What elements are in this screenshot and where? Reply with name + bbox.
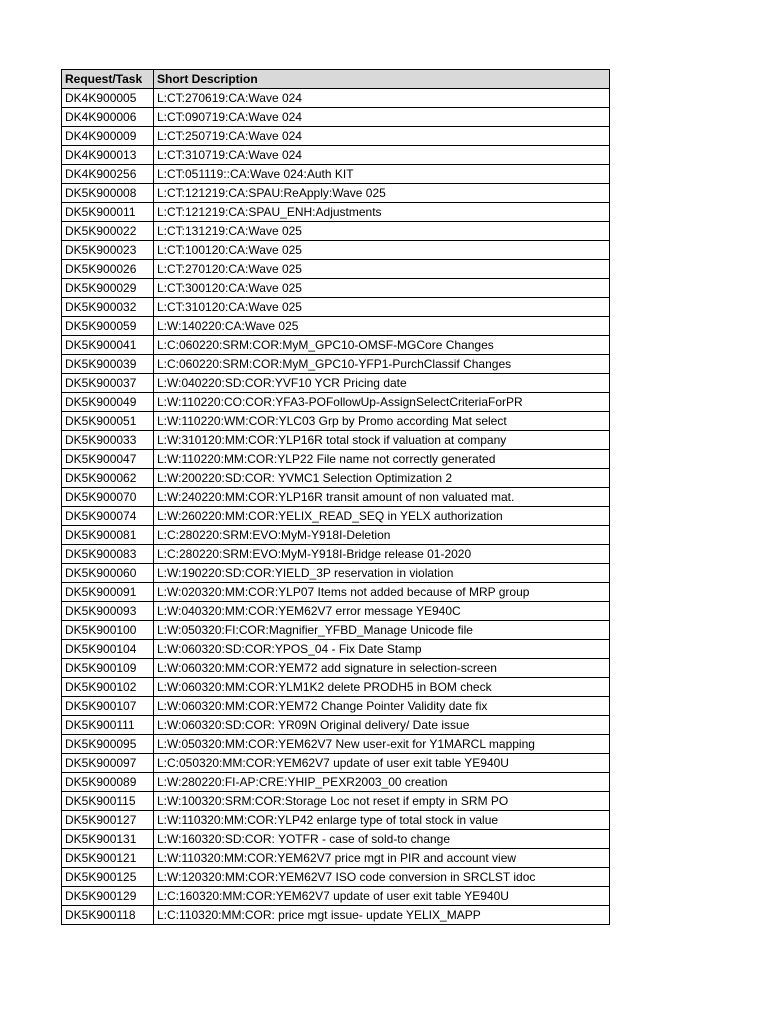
short-description-cell: L:CT:300120:CA:Wave 025 [154, 279, 610, 298]
short-description-cell: L:W:140220:CA:Wave 025 [154, 317, 610, 336]
request-task-cell: DK5K900011 [62, 203, 154, 222]
request-task-cell: DK5K900121 [62, 849, 154, 868]
short-description-cell: L:W:110220:MM:COR:YLP22 File name not correctly generated [154, 450, 610, 469]
table-row [62, 697, 610, 716]
table-row [62, 279, 610, 298]
table-row [62, 830, 610, 849]
table-row [62, 868, 610, 887]
short-description-cell: L:C:060220:SRM:COR:MyM_GPC10-OMSF-MGCore Changes [154, 336, 610, 355]
table-row [62, 640, 610, 659]
request-task-cell: DK5K900059 [62, 317, 154, 336]
short-description-cell: L:W:060320:SD:COR: YR09N Original delivery/ Date issue [154, 716, 610, 735]
request-task-cell: DK5K900129 [62, 887, 154, 906]
table-row [62, 906, 610, 925]
table-row [62, 564, 610, 583]
table-body [62, 89, 610, 925]
request-task-cell: DK5K900115 [62, 792, 154, 811]
request-task-cell: DK4K900256 [62, 165, 154, 184]
short-description-cell: L:W:060320:MM:COR:YLM1K2 delete PRODH5 in BOM check [154, 678, 610, 697]
request-task-cell: DK5K900109 [62, 659, 154, 678]
table-row [62, 678, 610, 697]
request-task-cell: DK5K900070 [62, 488, 154, 507]
table-row [62, 773, 610, 792]
short-description-cell: L:W:280220:FI-AP:CRE:YHIP_PEXR2003_00 creation [154, 773, 610, 792]
table-row [62, 260, 610, 279]
short-description-cell: L:CT:310719:CA:Wave 024 [154, 146, 610, 165]
table-row [62, 849, 610, 868]
short-description-cell: L:CT:270619:CA:Wave 024 [154, 89, 610, 108]
table-row [62, 355, 610, 374]
transport-request-sheet [61, 69, 609, 925]
short-description-cell: L:W:100320:SRM:COR:Storage Loc not reset if empty in SRM PO [154, 792, 610, 811]
header-request-task: Request/Task [62, 70, 154, 89]
short-description-cell: L:C:050320:MM:COR:YEM62V7 update of user exit table YE940U [154, 754, 610, 773]
table-row [62, 450, 610, 469]
request-task-cell: DK5K900125 [62, 868, 154, 887]
request-task-cell: DK5K900104 [62, 640, 154, 659]
short-description-cell: L:CT:250719:CA:Wave 024 [154, 127, 610, 146]
request-task-cell: DK5K900107 [62, 697, 154, 716]
table-row [62, 222, 610, 241]
request-task-cell: DK5K900111 [62, 716, 154, 735]
request-task-cell: DK5K900037 [62, 374, 154, 393]
request-task-cell: DK5K900127 [62, 811, 154, 830]
table-row [62, 735, 610, 754]
table-row [62, 792, 610, 811]
request-task-cell: DK5K900033 [62, 431, 154, 450]
table-row [62, 241, 610, 260]
short-description-cell: L:W:110320:MM:COR:YEM62V7 price mgt in PIR and account view [154, 849, 610, 868]
short-description-cell: L:CT:121219:CA:SPAU:ReApply:Wave 025 [154, 184, 610, 203]
short-description-cell: L:C:280220:SRM:EVO:MyM-Y918I-Bridge release 01-2020 [154, 545, 610, 564]
request-task-cell: DK4K900006 [62, 108, 154, 127]
table-row [62, 393, 610, 412]
table-row [62, 659, 610, 678]
table-row [62, 469, 610, 488]
table-row [62, 317, 610, 336]
request-task-cell: DK5K900026 [62, 260, 154, 279]
short-description-cell: L:W:310120:MM:COR:YLP16R total stock if valuation at company [154, 431, 610, 450]
table-row [62, 716, 610, 735]
short-description-cell: L:W:240220:MM:COR:YLP16R transit amount of non valuated mat. [154, 488, 610, 507]
short-description-cell: L:W:060320:MM:COR:YEM72 Change Pointer Validity date fix [154, 697, 610, 716]
table-row [62, 108, 610, 127]
request-task-cell: DK5K900041 [62, 336, 154, 355]
request-task-cell: DK5K900032 [62, 298, 154, 317]
short-description-cell: L:W:040320:MM:COR:YEM62V7 error message YE940C [154, 602, 610, 621]
table-row [62, 526, 610, 545]
short-description-cell: L:W:060320:SD:COR:YPOS_04 - Fix Date Stamp [154, 640, 610, 659]
short-description-cell: L:C:060220:SRM:COR:MyM_GPC10-YFP1-PurchClassif Changes [154, 355, 610, 374]
request-task-cell: DK5K900097 [62, 754, 154, 773]
short-description-cell: L:W:200220:SD:COR: YVMC1 Selection Optimization 2 [154, 469, 610, 488]
request-task-cell: DK5K900083 [62, 545, 154, 564]
table-row [62, 298, 610, 317]
table-row [62, 602, 610, 621]
short-description-cell: L:W:260220:MM:COR:YELIX_READ_SEQ in YELX authorization [154, 507, 610, 526]
table-row [62, 89, 610, 108]
table-row [62, 146, 610, 165]
request-task-cell: DK5K900074 [62, 507, 154, 526]
short-description-cell: L:CT:090719:CA:Wave 024 [154, 108, 610, 127]
header-short-description: Short Description [154, 70, 610, 89]
short-description-cell: L:C:160320:MM:COR:YEM62V7 update of user exit table YE940U [154, 887, 610, 906]
short-description-cell: L:W:050320:MM:COR:YEM62V7 New user-exit for Y1MARCL mapping [154, 735, 610, 754]
table-row [62, 583, 610, 602]
request-task-cell: DK5K900008 [62, 184, 154, 203]
short-description-cell: L:CT:100120:CA:Wave 025 [154, 241, 610, 260]
request-task-cell: DK5K900095 [62, 735, 154, 754]
request-task-cell: DK5K900022 [62, 222, 154, 241]
short-description-cell: L:W:060320:MM:COR:YEM72 add signature in selection-screen [154, 659, 610, 678]
short-description-cell: L:W:050320:FI:COR:Magnifier_YFBD_Manage Unicode file [154, 621, 610, 640]
table-row [62, 754, 610, 773]
request-task-cell: DK5K900060 [62, 564, 154, 583]
table-row [62, 811, 610, 830]
request-task-cell: DK4K900005 [62, 89, 154, 108]
short-description-cell: L:W:160320:SD:COR: YOTFR - case of sold-to change [154, 830, 610, 849]
short-description-cell: L:W:110220:CO:COR:YFA3-POFollowUp-AssignSelectCriteriaForPR [154, 393, 610, 412]
request-task-cell: DK5K900029 [62, 279, 154, 298]
short-description-cell: L:C:110320:MM:COR: price mgt issue- update YELIX_MAPP [154, 906, 610, 925]
short-description-cell: L:CT:121219:CA:SPAU_ENH:Adjustments [154, 203, 610, 222]
short-description-cell: L:W:110220:WM:COR:YLC03 Grp by Promo according Mat select [154, 412, 610, 431]
table-row [62, 127, 610, 146]
table-row [62, 336, 610, 355]
request-task-cell: DK5K900118 [62, 906, 154, 925]
short-description-cell: L:W:110320:MM:COR:YLP42 enlarge type of total stock in value [154, 811, 610, 830]
request-task-cell: DK5K900093 [62, 602, 154, 621]
request-table [61, 69, 610, 925]
table-row [62, 165, 610, 184]
header-row [62, 70, 610, 89]
request-task-cell: DK5K900047 [62, 450, 154, 469]
short-description-cell: L:CT:310120:CA:Wave 025 [154, 298, 610, 317]
request-task-cell: DK4K900009 [62, 127, 154, 146]
request-task-cell: DK5K900091 [62, 583, 154, 602]
request-task-cell: DK5K900102 [62, 678, 154, 697]
short-description-cell: L:W:190220:SD:COR:YIELD_3P reservation in violation [154, 564, 610, 583]
short-description-cell: L:CT:051119::CA:Wave 024:Auth KIT [154, 165, 610, 184]
short-description-cell: L:W:020320:MM:COR:YLP07 Items not added because of MRP group [154, 583, 610, 602]
table-row [62, 374, 610, 393]
table-row [62, 412, 610, 431]
request-task-cell: DK5K900062 [62, 469, 154, 488]
table-row [62, 507, 610, 526]
request-task-cell: DK5K900023 [62, 241, 154, 260]
table-row [62, 488, 610, 507]
table-row [62, 887, 610, 906]
short-description-cell: L:CT:270120:CA:Wave 025 [154, 260, 610, 279]
request-task-cell: DK5K900131 [62, 830, 154, 849]
table-row [62, 545, 610, 564]
request-task-cell: DK5K900039 [62, 355, 154, 374]
short-description-cell: L:W:040220:SD:COR:YVF10 YCR Pricing date [154, 374, 610, 393]
short-description-cell: L:W:120320:MM:COR:YEM62V7 ISO code conversion in SRCLST idoc [154, 868, 610, 887]
table-row [62, 184, 610, 203]
request-task-cell: DK5K900100 [62, 621, 154, 640]
short-description-cell: L:C:280220:SRM:EVO:MyM-Y918I-Deletion [154, 526, 610, 545]
short-description-cell: L:CT:131219:CA:Wave 025 [154, 222, 610, 241]
table-row [62, 621, 610, 640]
request-task-cell: DK5K900051 [62, 412, 154, 431]
request-task-cell: DK5K900081 [62, 526, 154, 545]
request-task-cell: DK4K900013 [62, 146, 154, 165]
request-task-cell: DK5K900089 [62, 773, 154, 792]
request-task-cell: DK5K900049 [62, 393, 154, 412]
table-row [62, 203, 610, 222]
table-row [62, 431, 610, 450]
